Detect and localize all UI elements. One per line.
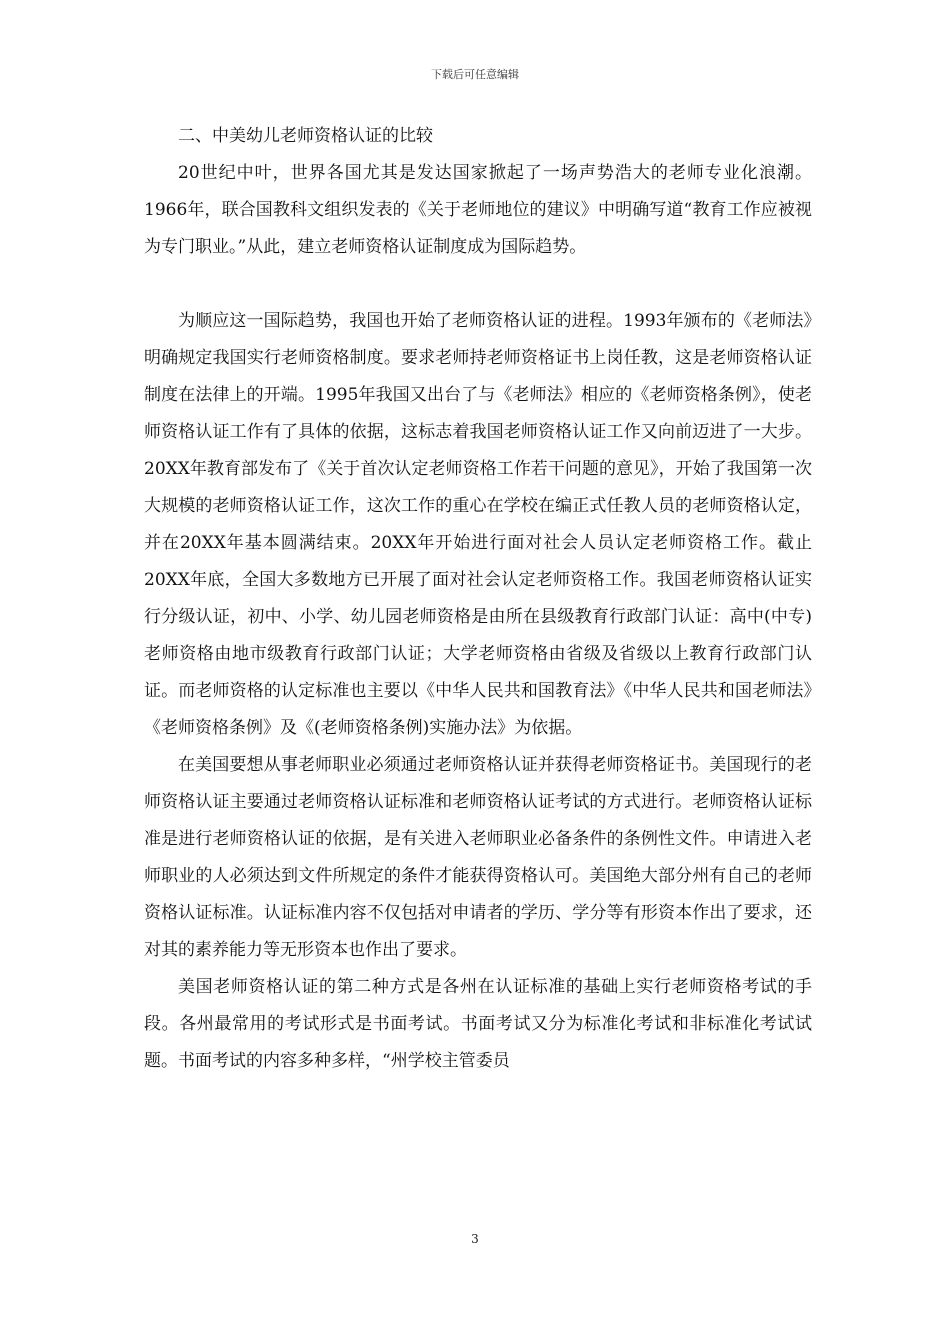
paragraph-1: 20世纪中叶，世界各国尤其是发达国家掀起了一场声势浩大的老师专业化浪潮。1966年，联合国教科文组织发表的《关于老师地位的建议》中明确写道“教育工作应被视为专门职业。”从此，建立老师资格认证制度成为国际趋势。 bbox=[144, 163, 812, 257]
paragraph-4: 美国老师资格认证的第二种方式是各州在认证标准的基础上实行老师资格考试的手段。各州最常用的考试形式是书面考试。书面考试又分为标准化考试和非标准化考试试题。书面考试的内容多种多样，“州学校主管委员 bbox=[144, 977, 812, 1071]
paragraph-2: 为顺应这一国际趋势，我国也开始了老师资格认证的进程。1993年颁布的《老师法》明确规定我国实行老师资格制度。要求老师持老师资格证书上岗任教，这是老师资格认证制度在法律上的开端。1995年我国又出台了与《老师法》相应的《老师资格条例》，使老师资格认证工作有了具体的依据，这标志着我国老师资格认证工作又向前迈进了一大步。20XX年教育部发布了《关于首次认定老师资格工作若干问题的意见》，开始了我国第一次大规模的老师资格认证工作，这次工作的重心在学校在编正式任教人员的老师资格认定，并在20XX年基本圆满结束。20XX年开始进行面对社会人员认定老师资格工作。截止20XX年底，全国大多数地方已开展了面对社会认定老师资格工作。我国老师资格认证实行分级认证，初中、小学、幼儿园老师资格是由所在县级教育行政部门认证：高中(中专)老师资格由地市级教育行政部门认证；大学老师资格由省级及省级以上教育行政部门认证。而老师资格的认定标准也主要以《中华人民共和国教育法》《中华人民共和国老师法》《老师资格条例》及《(老师资格条例)实施办法》为依据。 bbox=[144, 311, 812, 738]
paragraph-3: 在美国要想从事老师职业必须通过老师资格认证并获得老师资格证书。美国现行的老师资格认证主要通过老师资格认证标准和老师资格认证考试的方式进行。老师资格认证标准是进行老师资格认证的依据，是有关进入老师职业必备条件的条例性文件。申请进入老师职业的人必须达到文件所规定的条件才能获得资格认可。美国绝大部分州有自己的老师资格认证标准。认证标准内容不仅包括对申请者的学历、学分等有形资本作出了要求，还对其的素养能力等无形资本也作出了要求。 bbox=[144, 755, 812, 960]
section-heading: 二、中美幼儿老师资格认证的比较 bbox=[178, 126, 433, 146]
document-body bbox=[144, 118, 812, 1080]
page-number: 3 bbox=[471, 1232, 479, 1246]
page-header: 下载后可任意编辑 bbox=[431, 68, 519, 81]
